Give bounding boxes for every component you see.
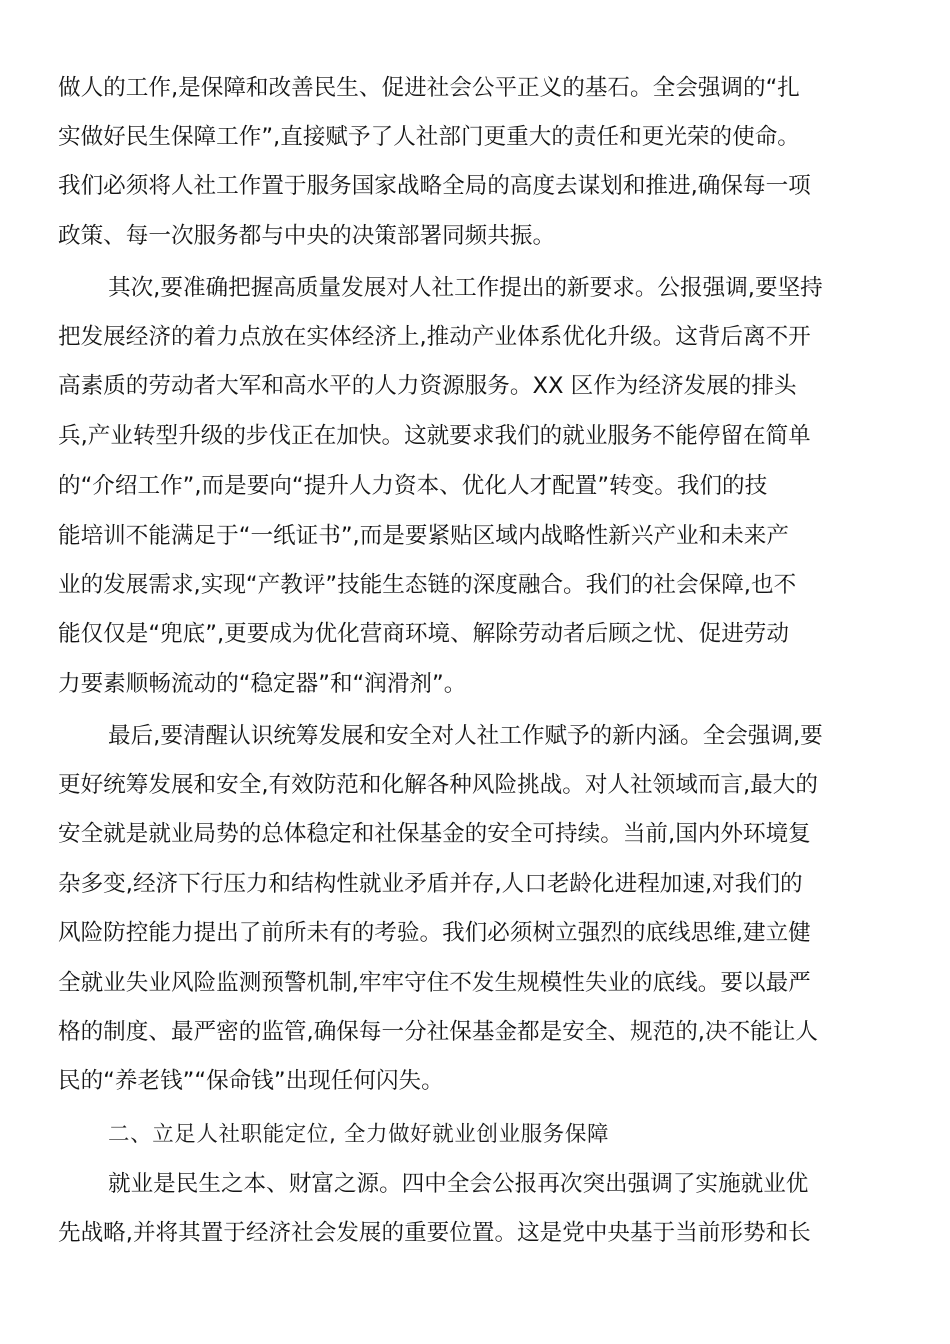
paragraph-3-line-5: 风险防控能力提出了前所未有的考验。我们必须树立强烈的底线思维,建立健 (58, 920, 811, 946)
paragraph-2-line-7: 业的发展需求,实现“产教评”技能生态链的深度融合。我们的社会保障,也不 (58, 572, 797, 598)
paragraph-2-line-5: 的“介绍工作”,而是要向“提升人力资本、优化人才配置”转变。我们的技 (58, 473, 768, 499)
paragraph-4-line-2: 先战略,并将其置于经济社会发展的重要位置。这是党中央基于当前形势和长 (58, 1220, 811, 1246)
paragraph-2-line-8: 能仅仅是“兜底”,更要成为优化营商环境、解除劳动者后顾之忧、促进劳动 (58, 621, 789, 647)
paragraph-2-line-4: 兵,产业转型升级的步伐正在加快。这就要求我们的就业服务不能停留在简单 (58, 423, 811, 449)
paragraph-2-line-3: 高素质的劳动者大军和高水平的人力资源服务。XX 区作为经济发展的排头 (58, 373, 797, 399)
paragraph-3-line-4: 杂多变,经济下行压力和结构性就业矛盾并存,人口老龄化进程加速,对我们的 (58, 871, 803, 897)
paragraph-1-line-4: 政策、每一次服务都与中央的决策部署同频共振。 (58, 223, 556, 249)
paragraph-3-line-7: 格的制度、最严密的监管,确保每一分社保基金都是安全、规范的,决不能让人 (58, 1019, 818, 1045)
paragraph-4-line-1: 就业是民生之本、财富之源。四中全会公报再次突出强调了实施就业优 (108, 1171, 809, 1197)
paragraph-3-line-3: 安全就是就业局势的总体稳定和社保基金的安全可持续。当前,国内外环境复 (58, 821, 811, 847)
paragraph-3-line-6: 全就业失业风险监测预警机制,牢牢守住不发生规模性失业的底线。要以最严 (58, 970, 811, 996)
paragraph-3-line-8: 民的“养老钱”“保命钱”出现任何闪失。 (58, 1068, 444, 1094)
paragraph-2-line-2: 把发展经济的着力点放在实体经济上,推动产业体系优化升级。这背后离不开 (58, 324, 811, 350)
paragraph-1-line-2: 实做好民生保障工作”,直接赋予了人社部门更重大的责任和更光荣的使命。 (58, 124, 800, 150)
paragraph-3-line-2: 更好统筹发展和安全,有效防范和化解各种风险挑战。对人社领域而言,最大的 (58, 772, 818, 798)
paragraph-1-line-3: 我们必须将人社工作置于服务国家战略全局的高度去谋划和推进,确保每一项 (58, 173, 811, 199)
paragraph-2-line-9: 力要素顺畅流动的“稳定器”和“润滑剂”。 (58, 671, 467, 697)
paragraph-3-line-1: 最后,要清醒认识统筹发展和安全对人社工作赋予的新内涵。全会强调,要 (108, 723, 823, 749)
paragraph-2-line-1: 其次,要准确把握高质量发展对人社工作提出的新要求。公报强调,要坚持 (108, 275, 823, 301)
paragraph-2-line-6: 能培训不能满足于“一纸证书”,而是要紧贴区域内战略性新兴产业和未来产 (58, 523, 789, 549)
paragraph-1-line-1: 做人的工作,是保障和改善民生、促进社会公平正义的基石。全会强调的“扎 (58, 75, 800, 101)
section-heading: 二、立足人社职能定位, 全力做好就业创业服务保障 (108, 1122, 610, 1147)
